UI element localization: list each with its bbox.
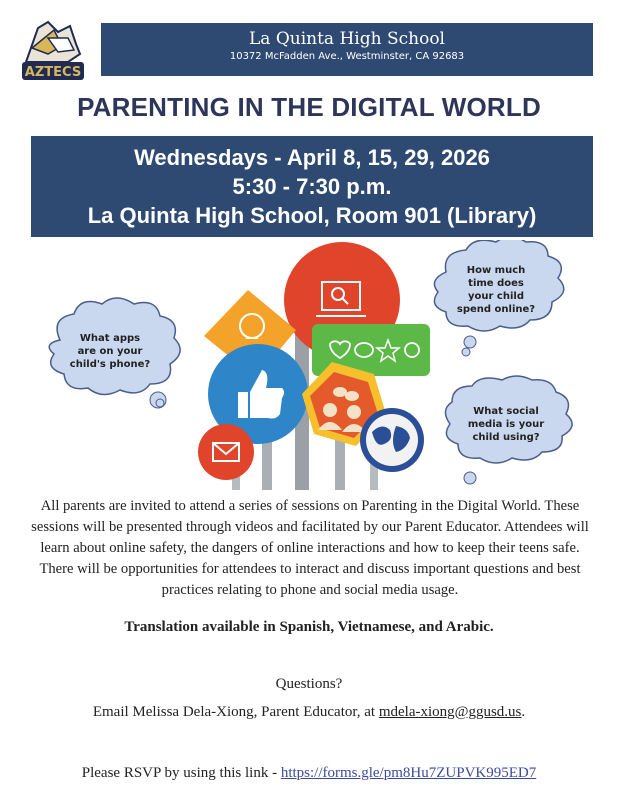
cloud-left-text: What apps are on your child's phone? (69, 333, 151, 370)
event-dates: Wednesdays - April 8, 15, 29, 2026 (134, 145, 490, 170)
rsvp-line: Please RSVP by using this link - https://forms.gle/pm8Hu7ZUPVK995ED7 (81, 765, 537, 781)
event-details-band (31, 136, 593, 237)
school-name: La Quinta High School (249, 29, 445, 49)
illustration (0, 240, 618, 492)
email-link[interactable]: mdela-xiong@ggusd.us (378, 704, 522, 720)
event-location: La Quinta High School, Room 901 (Library) (87, 203, 537, 228)
globe-icon (360, 408, 424, 472)
cloud-bottom-right-text: What social media is your child using? (467, 406, 545, 443)
rsvp-link[interactable]: https://forms.gle/pm8Hu7ZUPVK995ED7 (280, 765, 537, 781)
svg-text:AZTECS: AZTECS (24, 65, 82, 80)
contact-line: Email Melissa Dela-Xiong, Parent Educator, at mdela-xiong@ggusd.us. (92, 704, 526, 720)
translation-note: Translation available in Spanish, Vietnamese, and Arabic. (124, 619, 494, 635)
school-header-band (101, 23, 593, 76)
description-paragraph: All parents are invited to attend a series of sessions on Parenting in the Digital World. These sessions will be presented through videos and facilitated by our Parent Educator. Attendees will learn about online safety, the dangers of online interactions and how to keep their teens safe. There will be opportunities for attendees to interact and discuss important questions and best practices relating to phone and social media usage. (31, 498, 589, 598)
questions-heading: Questions? (275, 676, 343, 692)
school-address: 10372 McFadden Ave., Westminster, CA 92683 (229, 51, 465, 62)
event-time: 5:30 - 7:30 p.m. (232, 174, 392, 199)
cloud-top-right-text: How much time does your child spend online? (456, 265, 536, 315)
envelope-icon (198, 424, 254, 480)
aztecs-logo (18, 18, 88, 84)
page-title: PARENTING IN THE DIGITAL WORLD (77, 92, 541, 122)
